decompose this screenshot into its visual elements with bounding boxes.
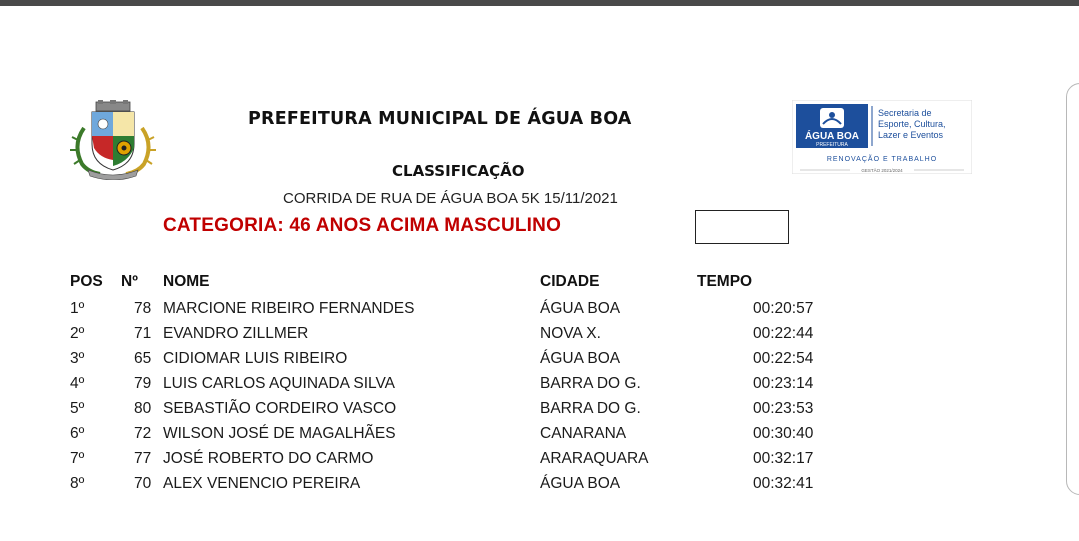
col-header-name: NOME [163,273,210,290]
col-header-num: Nº [121,273,138,290]
time-cell: 00:30:40 [753,425,814,442]
num-cell: 78 [134,300,152,317]
dept-line-3: Lazer e Eventos [878,130,944,140]
city-cell: ÁGUA BOA [540,300,621,317]
name-cell: LUIS CARLOS AQUINADA SILVA [163,375,396,392]
pos-cell: 7º [70,450,85,467]
city-cell: NOVA X. [540,325,601,342]
table-row [0,400,1000,425]
table-row [0,450,1000,475]
dept-line-2: Esporte, Cultura, [878,119,946,129]
dept-line-1: Secretaria de [878,108,932,118]
category-title: CATEGORIA: 46 ANOS ACIMA MASCULINO [163,215,562,236]
coat-of-arms-logo [64,100,162,180]
time-cell: 00:22:54 [753,350,814,367]
name-cell: SEBASTIÃO CORDEIRO VASCO [163,400,397,417]
table-row [0,475,1000,500]
time-cell: 00:32:17 [753,450,814,467]
name-cell: ALEX VENENCIO PEREIRA [163,475,361,492]
name-cell: WILSON JOSÉ DE MAGALHÃES [163,425,396,442]
name-cell: MARCIONE RIBEIRO FERNANDES [163,300,415,317]
pos-cell: 4º [70,375,85,392]
pos-cell: 8º [70,475,85,492]
num-cell: 79 [134,375,152,392]
brand-sub: PREFEITURA [816,142,848,148]
secretariat-logo [792,100,972,174]
num-cell: 77 [134,450,152,467]
page-title: PREFEITURA MUNICIPAL DE ÁGUA BOA [248,109,632,129]
time-cell: 00:23:14 [753,375,814,392]
table-row [0,425,1000,450]
pos-cell: 6º [70,425,85,442]
name-cell: JOSÉ ROBERTO DO CARMO [163,450,374,467]
city-cell: BARRA DO G. [540,375,641,392]
name-cell: CIDIOMAR LUIS RIBEIRO [163,350,348,367]
table-row [0,300,1000,325]
side-panel[interactable] [1066,83,1079,495]
brand-name: ÁGUA BOA [804,131,860,142]
time-cell: 00:20:57 [753,300,814,317]
table-row [0,375,1000,400]
classification-heading: CLASSIFICAÇÃO [392,162,525,180]
pos-cell: 5º [70,400,85,417]
event-name: CORRIDA DE RUA DE ÁGUA BOA 5K 15/11/2021 [283,190,618,207]
city-cell: ARARAQUARA [540,450,649,467]
city-cell: BARRA DO G. [540,400,641,417]
name-cell: EVANDRO ZILLMER [163,325,309,342]
num-cell: 71 [134,325,152,342]
time-cell: 00:23:53 [753,400,814,417]
city-cell: ÁGUA BOA [540,475,621,492]
col-header-time: TEMPO [697,273,753,290]
table-row [0,325,1000,350]
num-cell: 80 [134,400,152,417]
empty-box [695,210,789,244]
city-cell: CANARANA [540,425,627,442]
col-header-pos: POS [70,273,103,290]
pos-cell: 1º [70,300,85,317]
city-cell: ÁGUA BOA [540,350,621,367]
pos-cell: 2º [70,325,85,342]
num-cell: 70 [134,475,152,492]
time-cell: 00:22:44 [753,325,814,342]
num-cell: 65 [134,350,152,367]
top-bar [0,0,1079,6]
term: GESTÃO 2021/2024 [861,168,903,173]
table-row [0,350,1000,375]
time-cell: 00:32:41 [753,475,814,492]
num-cell: 72 [134,425,152,442]
col-header-city: CIDADE [540,273,600,290]
slogan: RENOVAÇÃO E TRABALHO [826,156,938,163]
pos-cell: 3º [70,350,85,367]
